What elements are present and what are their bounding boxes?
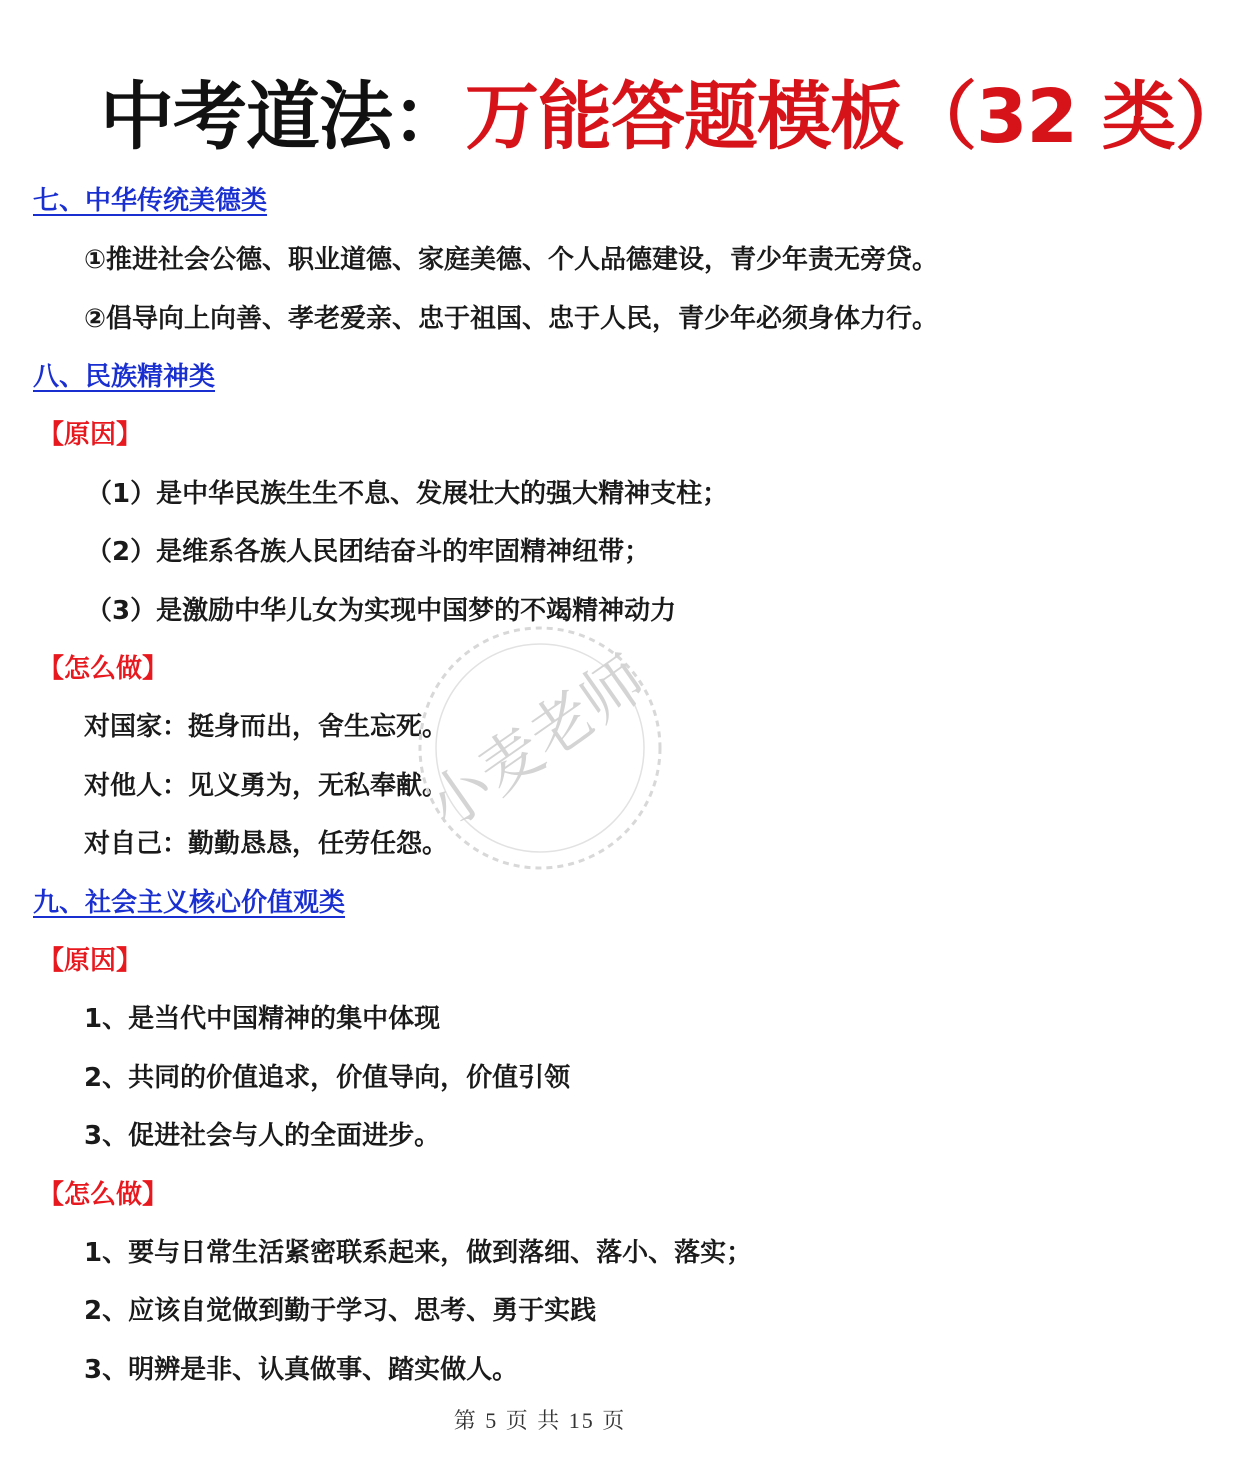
section-heading-9: 九、社会主义核心价值观类	[33, 888, 346, 918]
list-item: （1）是中华民族生生不息、发展壮大的强大精神支柱；	[86, 479, 729, 509]
watermark-stamp	[410, 618, 670, 878]
watermark-text: 小麦老师	[413, 641, 659, 844]
page-footer: 第 5 页 共 15 页	[453, 1408, 627, 1433]
list-item: （3）是激励中华儿女为实现中国梦的不竭精神动力	[86, 596, 677, 626]
list-item: 对自己：勤勤恳恳，任劳任怨。	[84, 829, 449, 859]
how-tag: 【怎么做】	[38, 654, 169, 684]
title-prefix: 中考道法：	[100, 74, 465, 160]
section-heading-8: 八、民族精神类	[33, 362, 216, 392]
list-item: 2、应该自觉做到勤于学习、思考、勇于实践	[84, 1296, 597, 1326]
list-item: 1、是当代中国精神的集中体现	[84, 1004, 441, 1034]
list-item: 3、明辨是非、认真做事、踏实做人。	[84, 1355, 519, 1385]
list-item: 对国家：挺身而出，舍生忘死。	[84, 712, 449, 742]
reason-tag: 【原因】	[38, 946, 143, 976]
list-item: 2、共同的价值追求，价值导向，价值引领	[84, 1063, 571, 1093]
list-item: （2）是维系各族人民团结奋斗的牢固精神纽带；	[86, 537, 651, 567]
list-item: 1、要与日常生活紧密联系起来，做到落细、落小、落实；	[84, 1238, 753, 1268]
page-title	[100, 72, 1248, 162]
section-heading-7: 七、中华传统美德类	[33, 186, 268, 216]
list-item: ②倡导向上向善、孝老爱亲、忠于祖国、忠于人民，青少年必须身体力行。	[84, 304, 939, 334]
list-item: 3、促进社会与人的全面进步。	[84, 1121, 441, 1151]
list-item: 对他人：见义勇为，无私奉献。	[84, 771, 449, 801]
reason-tag: 【原因】	[38, 420, 143, 450]
how-tag: 【怎么做】	[38, 1180, 169, 1210]
title-main: 万能答题模板（32 类）	[465, 74, 1248, 160]
list-item: ①推进社会公德、职业道德、家庭美德、个人品德建设，青少年责无旁贷。	[84, 245, 939, 275]
